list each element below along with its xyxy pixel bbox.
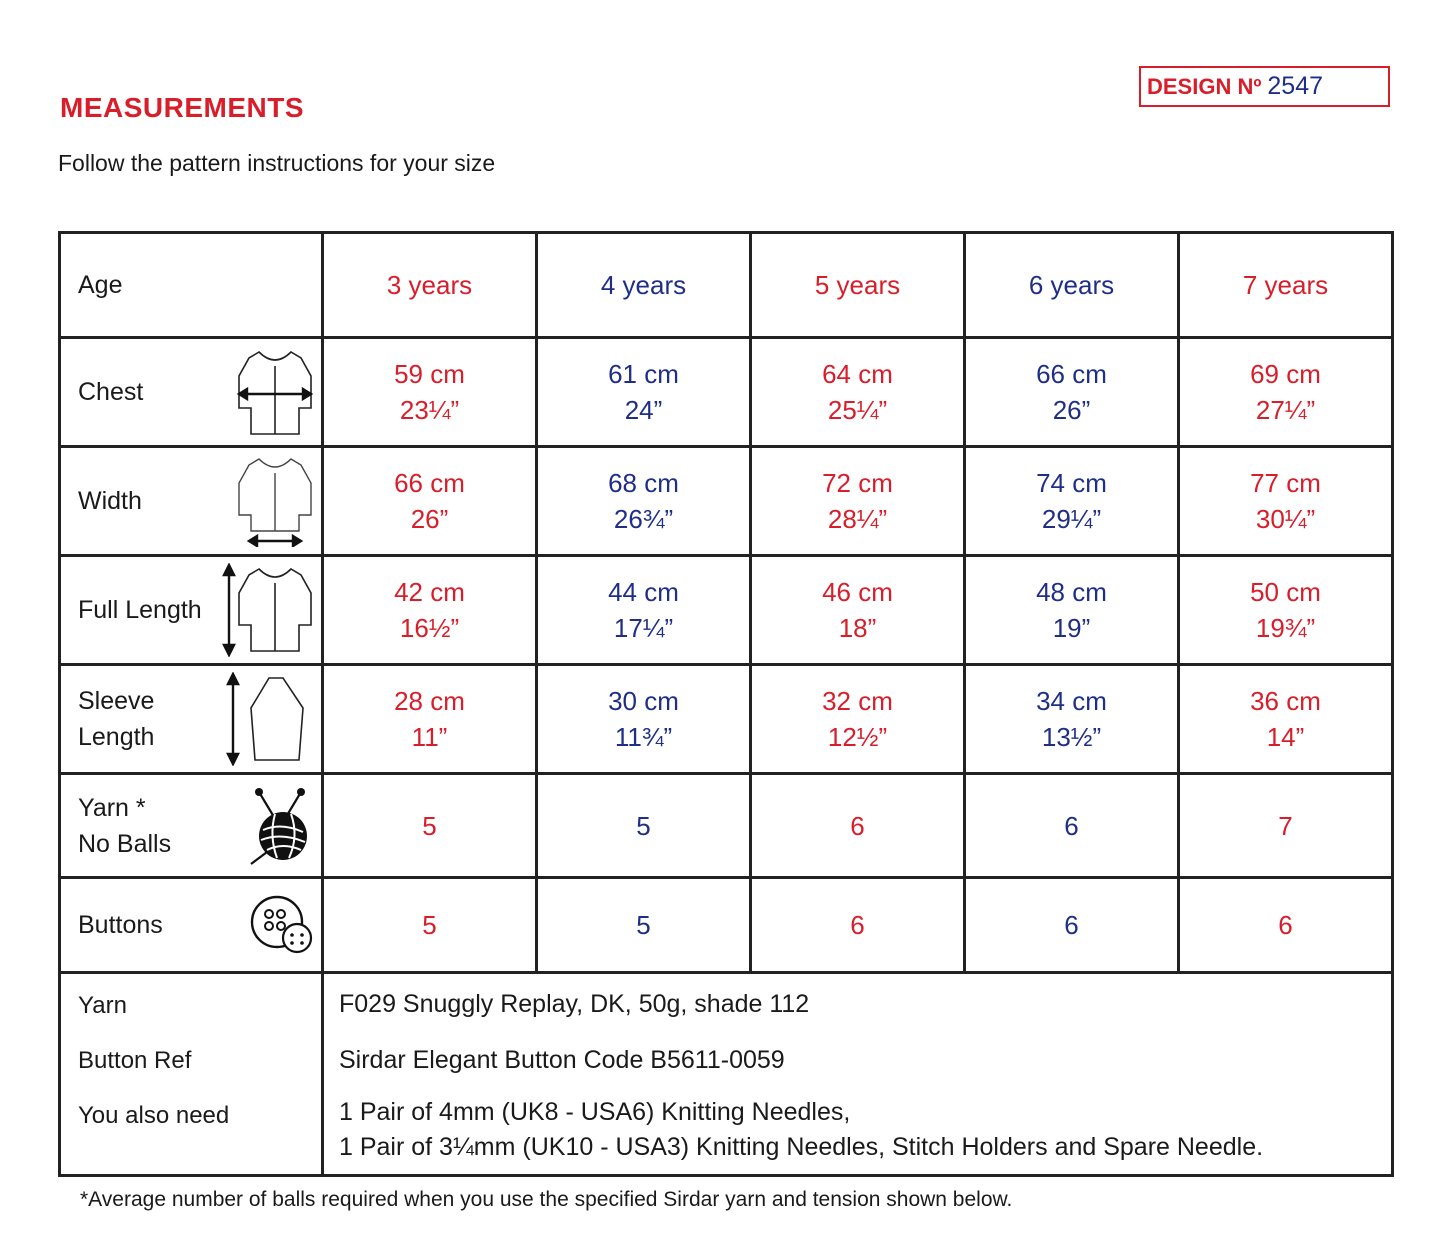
age-row xyxy=(60,233,1393,338)
chest-5-in: 25¼” xyxy=(827,395,888,425)
sleeve-length-5 xyxy=(751,665,965,774)
buttons-label-cell xyxy=(60,878,323,973)
design-label: DESIGN Nº xyxy=(1147,73,1262,99)
sleeve-label-line2: Length xyxy=(78,723,155,751)
buttons-7: 6 xyxy=(1179,878,1393,973)
full-length-3 xyxy=(323,556,537,665)
buttons-3: 5 xyxy=(323,878,537,973)
chest-6-in: 26” xyxy=(1052,395,1091,425)
footnote: *Average number of balls required when you use the specified Sirdar yarn and tension shown below. xyxy=(80,1188,1013,1211)
full-length-label-cell xyxy=(60,556,323,665)
sleeve-length-label-cell xyxy=(60,665,323,774)
chest-label-cell xyxy=(60,338,323,447)
sleeve-length-row xyxy=(60,665,1393,774)
full-length-6-cm: 48 cm xyxy=(1036,577,1107,607)
sleeve-length-label xyxy=(78,683,154,755)
age-label: Age xyxy=(78,271,123,299)
buttons-label: Buttons xyxy=(78,911,163,939)
sleeve-length-4 xyxy=(537,665,751,774)
sleeve-length-5-in: 12½” xyxy=(827,722,888,752)
yarn-balls-4: 5 xyxy=(537,774,751,878)
chest-5-cm: 64 cm xyxy=(822,359,893,389)
full-length-7-cm: 50 cm xyxy=(1250,577,1321,607)
width-3 xyxy=(323,447,537,556)
page-title: MEASUREMENTS xyxy=(60,92,305,123)
age-7: 7 years xyxy=(1179,233,1393,338)
chest-7 xyxy=(1179,338,1393,447)
width-4 xyxy=(537,447,751,556)
sleeve-length-3 xyxy=(323,665,537,774)
cardigan-length-arrow-icon xyxy=(219,563,315,657)
age-3: 3 years xyxy=(323,233,537,338)
full-length-7-in: 19¾” xyxy=(1255,613,1316,643)
info-values-cell xyxy=(323,973,1393,1176)
full-length-5 xyxy=(751,556,965,665)
width-4-in: 26¾” xyxy=(613,504,674,534)
full-length-4 xyxy=(537,556,751,665)
chest-4-in: 24” xyxy=(624,395,663,425)
full-length-5-cm: 46 cm xyxy=(822,577,893,607)
yarn-balls-label-line2: No Balls xyxy=(78,829,172,858)
sleeve-length-7 xyxy=(1179,665,1393,774)
also-need-line1: 1 Pair of 4mm (UK8 - USA6) Knitting Needles, xyxy=(339,1097,851,1126)
sleeve-label-line1: Sleeve xyxy=(78,687,155,715)
full-length-3-cm: 42 cm xyxy=(394,577,465,607)
full-length-5-in: 18” xyxy=(838,613,877,643)
yarn-info-label: Yarn xyxy=(78,991,127,1019)
chest-row xyxy=(60,338,1393,447)
full-length-6-in: 19” xyxy=(1052,613,1091,643)
width-5-in: 28¼” xyxy=(827,504,888,534)
width-5-cm: 72 cm xyxy=(822,468,893,498)
chest-4 xyxy=(537,338,751,447)
button-ref-label: Button Ref xyxy=(78,1046,192,1074)
chest-6 xyxy=(965,338,1179,447)
full-length-label: Full Length xyxy=(78,596,202,624)
full-length-6 xyxy=(965,556,1179,665)
age-label-cell xyxy=(60,233,323,338)
yarn-balls-7: 7 xyxy=(1179,774,1393,878)
yarn-info-value: F029 Snuggly Replay, DK, 50g, shade 112 xyxy=(339,989,810,1018)
full-length-4-cm: 44 cm xyxy=(608,577,679,607)
chest-7-cm: 69 cm xyxy=(1250,359,1321,389)
sleeve-length-3-in: 11” xyxy=(411,722,448,752)
width-label-cell xyxy=(60,447,323,556)
buttons-row xyxy=(60,878,1393,973)
age-5: 5 years xyxy=(751,233,965,338)
full-length-3-in: 16½” xyxy=(399,613,460,643)
width-6-cm: 74 cm xyxy=(1036,468,1107,498)
width-5 xyxy=(751,447,965,556)
sleeve-length-arrow-icon xyxy=(223,672,315,766)
sleeve-length-6-cm: 34 cm xyxy=(1036,686,1107,716)
buttons-4: 5 xyxy=(537,878,751,973)
sleeve-length-7-in: 14” xyxy=(1266,722,1305,752)
full-length-7 xyxy=(1179,556,1393,665)
page-subtitle: Follow the pattern instructions for your size xyxy=(58,150,496,176)
width-6-in: 29¼” xyxy=(1041,504,1102,534)
full-length-row xyxy=(60,556,1393,665)
cardigan-width-arrow-icon xyxy=(235,455,315,547)
width-3-cm: 66 cm xyxy=(394,468,465,498)
chest-3-cm: 59 cm xyxy=(394,359,465,389)
sleeve-length-6 xyxy=(965,665,1179,774)
yarn-balls-row xyxy=(60,774,1393,878)
buttons-6: 6 xyxy=(965,878,1179,973)
also-need-line2: 1 Pair of 3¼mm (UK10 - USA3) Knitting Needles, Stitch Holders and Spare Needle. xyxy=(339,1132,1264,1161)
yarn-balls-3: 5 xyxy=(323,774,537,878)
button-ref-value: Sirdar Elegant Button Code B5611-0059 xyxy=(339,1045,785,1074)
button-icon xyxy=(247,894,315,956)
cardigan-chest-arrow-icon xyxy=(235,346,315,438)
age-6: 6 years xyxy=(965,233,1179,338)
width-7-cm: 77 cm xyxy=(1250,468,1321,498)
width-label: Width xyxy=(78,487,142,515)
full-length-4-in: 17¼” xyxy=(613,613,674,643)
sleeve-length-7-cm: 36 cm xyxy=(1250,686,1321,716)
yarn-balls-label-line1: Yarn * xyxy=(78,793,146,822)
width-6 xyxy=(965,447,1179,556)
chest-3 xyxy=(323,338,537,447)
width-7-in: 30¼” xyxy=(1255,504,1316,534)
sleeve-length-4-in: 11¾” xyxy=(614,722,673,752)
info-row xyxy=(60,973,1393,1176)
sleeve-length-3-cm: 28 cm xyxy=(394,686,465,716)
chest-label: Chest xyxy=(78,378,144,406)
chest-3-in: 23¼” xyxy=(399,395,460,425)
width-4-cm: 68 cm xyxy=(608,468,679,498)
design-number: 2547 xyxy=(1267,72,1324,100)
width-3-in: 26” xyxy=(410,504,449,534)
yarn-balls-label xyxy=(78,790,171,862)
yarn-ball-needles-icon xyxy=(245,786,315,866)
sleeve-length-4-cm: 30 cm xyxy=(608,686,679,716)
yarn-balls-5: 6 xyxy=(751,774,965,878)
yarn-balls-6: 6 xyxy=(965,774,1179,878)
chest-4-cm: 61 cm xyxy=(608,359,679,389)
width-7 xyxy=(1179,447,1393,556)
chest-6-cm: 66 cm xyxy=(1036,359,1107,389)
width-row xyxy=(60,447,1393,556)
yarn-balls-label-cell xyxy=(60,774,323,878)
chest-7-in: 27¼” xyxy=(1255,395,1316,425)
measurements-table xyxy=(58,231,1394,1177)
sleeve-length-6-in: 13½” xyxy=(1041,722,1102,752)
chest-5 xyxy=(751,338,965,447)
design-number-box xyxy=(1139,66,1390,107)
also-need-label: You also need xyxy=(78,1101,230,1129)
info-labels-cell xyxy=(60,973,323,1176)
sleeve-length-5-cm: 32 cm xyxy=(822,686,893,716)
age-4: 4 years xyxy=(537,233,751,338)
buttons-5: 6 xyxy=(751,878,965,973)
